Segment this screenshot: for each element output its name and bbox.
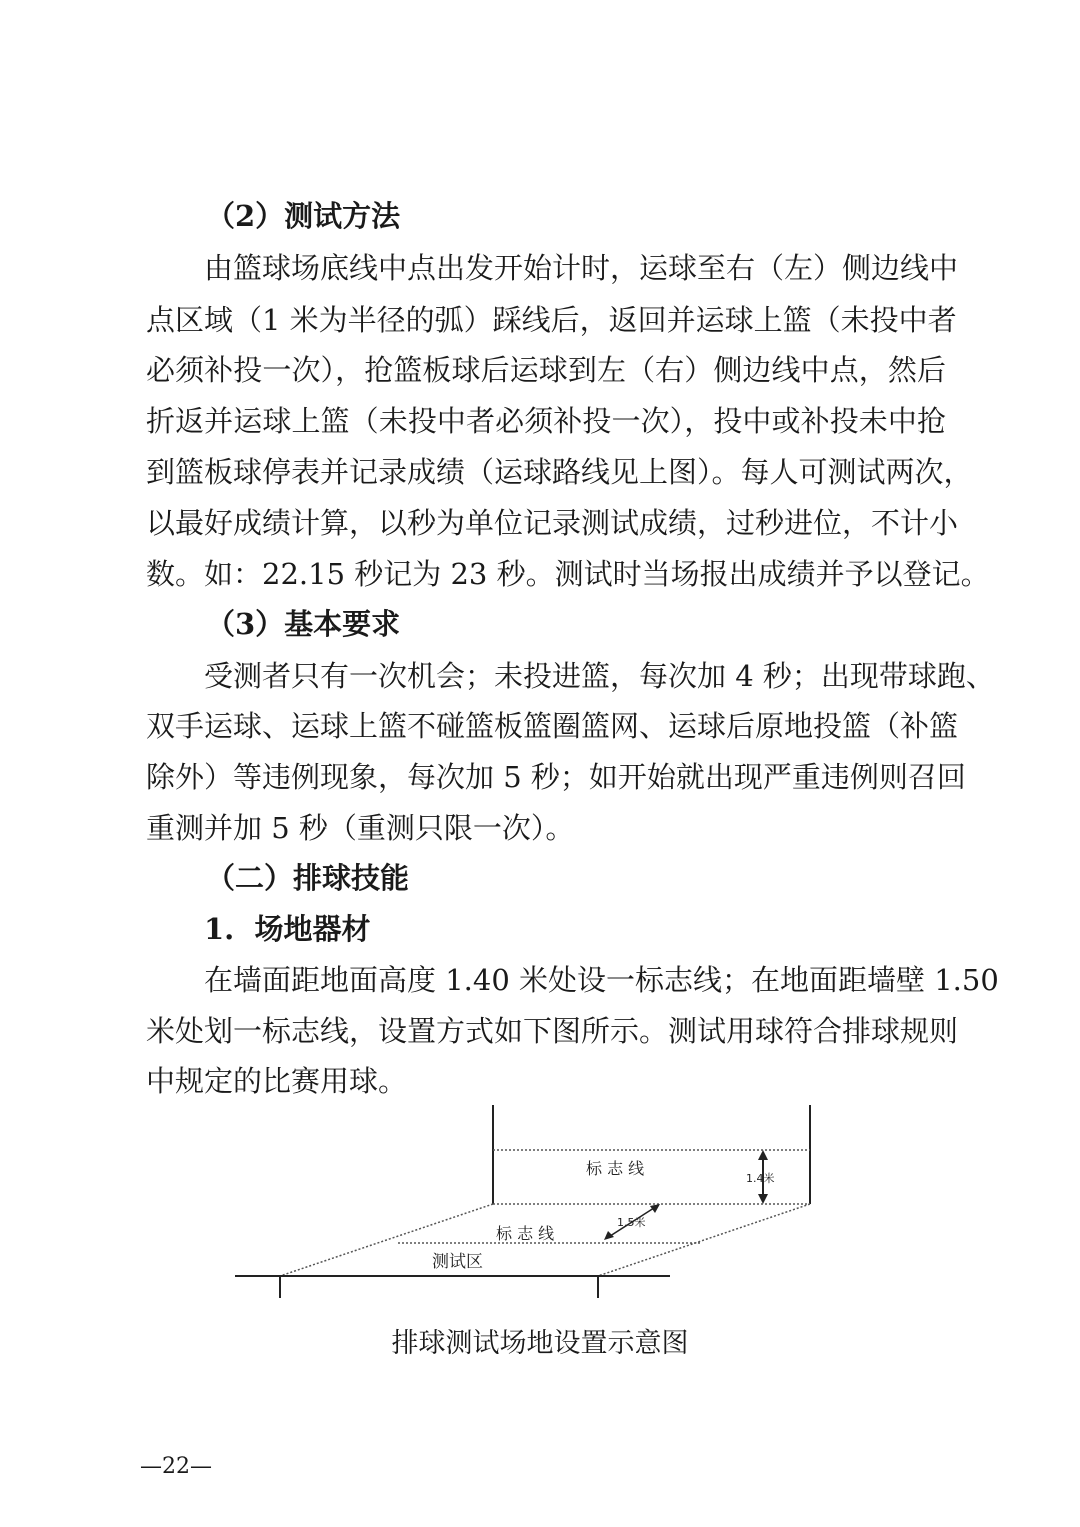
paragraph-line: 米处划一标志线，设置方式如下图所示。测试用球符合排球规则 [146, 1014, 959, 1048]
paragraph-line: 必须补投一次），抢篮板球后运球到左（右）侧边线中点，然后 [146, 353, 946, 387]
paragraph-line: 除外）等违例现象，每次加 5 秒；如开始就出现严重违例则召回 [146, 760, 966, 794]
paragraph-line: 双手运球、运球上篮不碰篮板篮圈篮网、运球后原地投篮（补篮 [146, 709, 959, 743]
volleyball-venue-diagram [230, 1100, 830, 1310]
requirements-heading: （3）基本要求 [206, 607, 401, 641]
distance-label: 1.5米 [617, 1216, 646, 1229]
floor-mark-label: 标 志 线 [496, 1224, 555, 1243]
height-label: 1.4米 [746, 1172, 775, 1185]
page-number: —22— [140, 1454, 212, 1479]
paragraph-line: 点区域（1 米为半径的弧）踩线后，返回并运球上篮（未投中者 [146, 303, 957, 337]
floor-right-edge [598, 1204, 810, 1276]
height-arrow-head-down [758, 1194, 768, 1204]
volleyball-heading: （二）排球技能 [206, 861, 410, 895]
paragraph-line: 以最好成绩计算，以秒为单位记录测试成绩，过秒进位，不计小 [146, 506, 959, 540]
paragraph-line: 数。如：22.15 秒记为 23 秒。测试时当场报出成绩并予以登记。 [146, 557, 990, 591]
paragraph-line: 在墙面距地面高度 1.40 米处设一标志线；在地面距墙壁 1.50 [204, 963, 999, 997]
zone-label: 测试区 [432, 1252, 483, 1272]
wall-mark-label: 标 志 线 [586, 1159, 645, 1178]
paragraph-line: 由篮球场底线中点出发开始计时，运球至右（左）侧边线中 [204, 251, 959, 285]
height-arrow-head-up [758, 1150, 768, 1160]
venue-heading: 1. 场地器材 [204, 912, 371, 946]
paragraph-line: 重测并加 5 秒（重测只限一次）。 [146, 811, 575, 845]
paragraph-line: 折返并运球上篮（未投中者必须补投一次），投中或补投未中抢 [146, 404, 946, 438]
paragraph-line: 到篮板球停表并记录成绩（运球路线见上图）。每人可测试两次， [146, 455, 973, 489]
distance-arrow-head-bottom [604, 1231, 614, 1240]
paragraph-line: 受测者只有一次机会；未投进篮，每次加 4 秒；出现带球跑、 [204, 659, 995, 693]
paragraph-line: 中规定的比赛用球。 [146, 1064, 408, 1098]
distance-arrow-head-top [650, 1204, 660, 1213]
test-method-heading: （2）测试方法 [206, 199, 401, 233]
diagram-caption: 排球测试场地设置示意图 [391, 1328, 689, 1359]
